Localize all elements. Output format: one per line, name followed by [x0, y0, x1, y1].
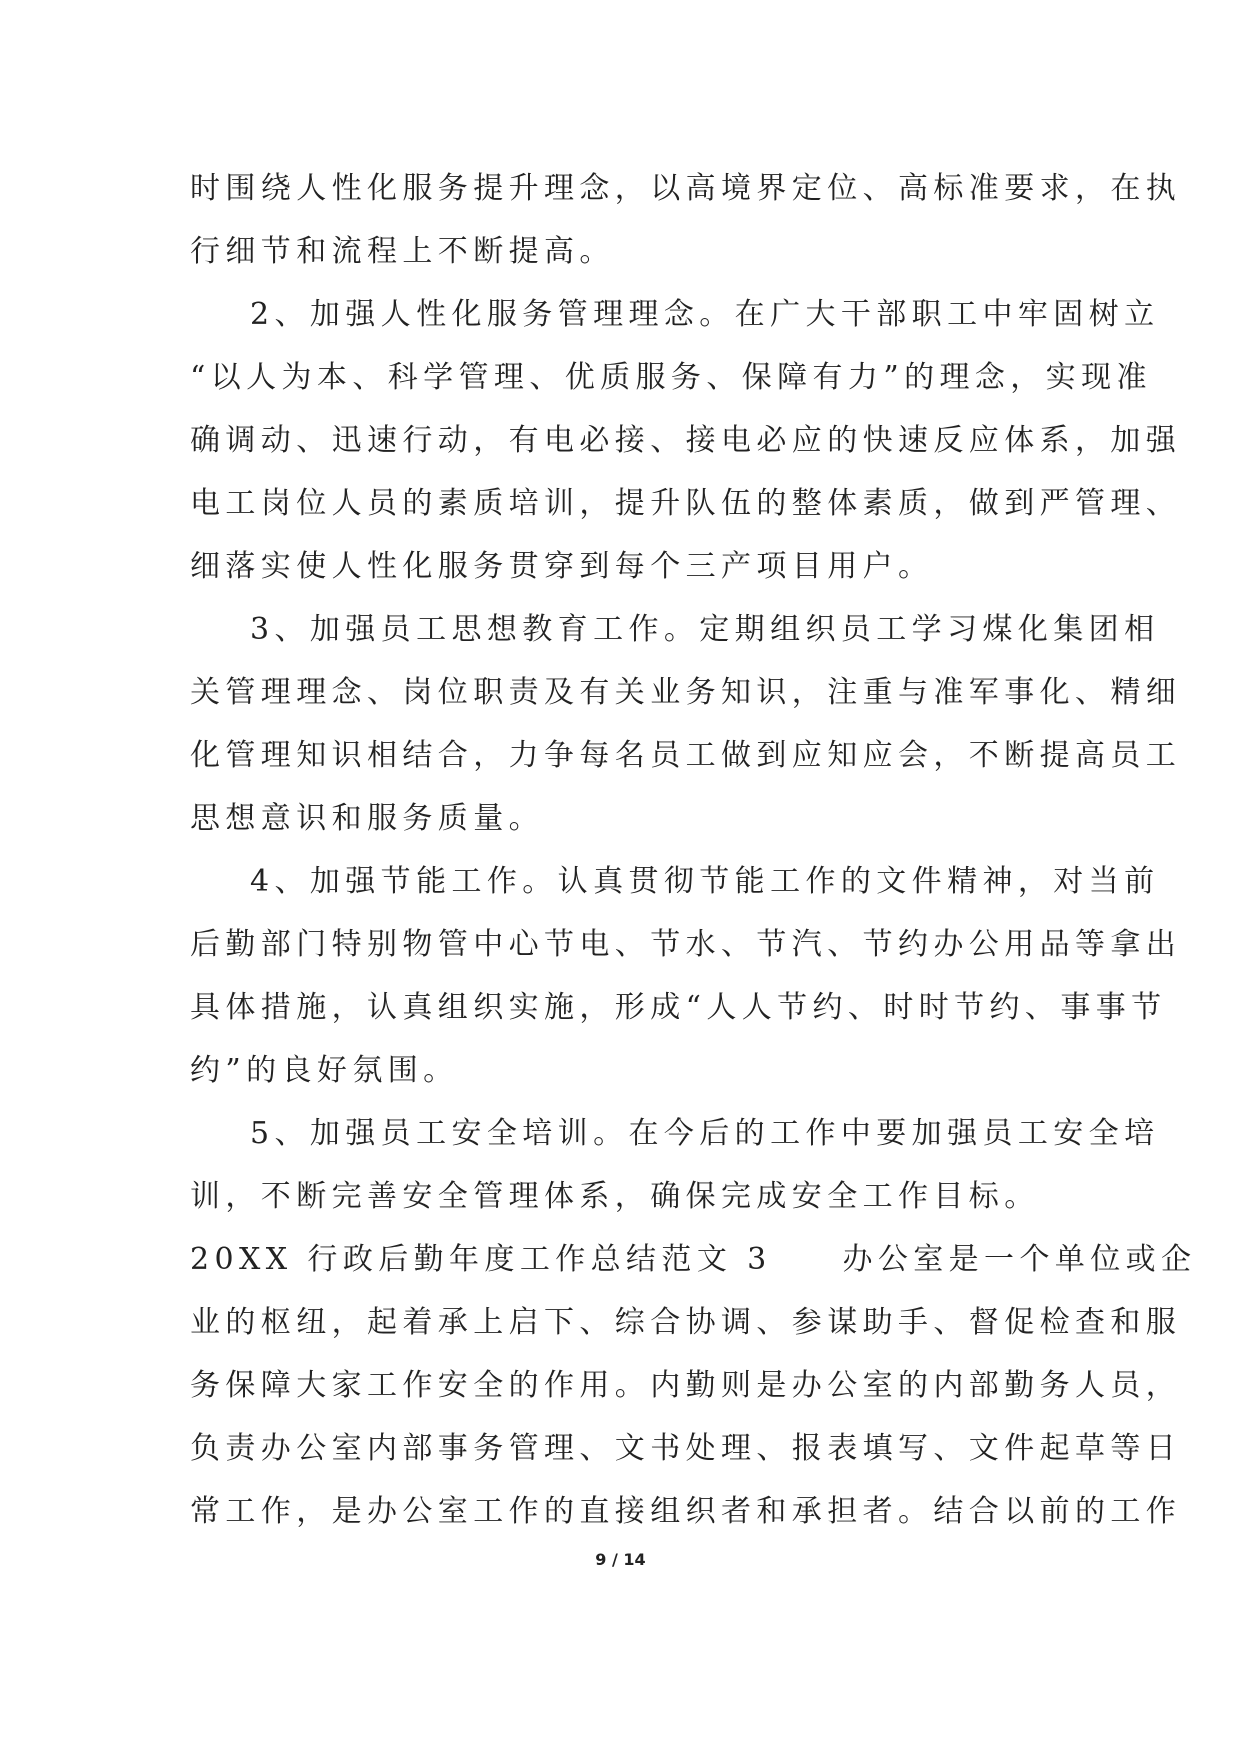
- text-line: 训，不断完善安全管理体系，确保完成安全工作目标。: [190, 1179, 1040, 1214]
- text-line: 具体措施，认真组织实施，形成“人人节约、时时节约、事事节: [190, 990, 1167, 1025]
- text-line: 4、加强节能工作。认真贯彻节能工作的文件精神，对当前: [250, 864, 1160, 899]
- text-line: 确调动、迅速行动，有电必接、接电必应的快速反应体系，加强: [190, 423, 1182, 458]
- text-line: 后勤部门特别物管中心节电、节水、节汽、节约办公用品等拿出: [190, 927, 1182, 962]
- text-line: 约”的良好氛围。: [190, 1053, 459, 1088]
- text-line: 细落实使人性化服务贯穿到每个三产项目用户。: [190, 549, 934, 584]
- text-line: 关管理理念、岗位职责及有关业务知识，注重与准军事化、精细: [190, 675, 1182, 710]
- text-line: “以人为本、科学管理、优质服务、保障有力”的理念，实现准: [190, 360, 1152, 395]
- text-line: 化管理知识相结合，力争每名员工做到应知应会，不断提高员工: [190, 738, 1182, 773]
- text-line: 务保障大家工作安全的作用。内勤则是办公室的内部勤务人员，: [190, 1368, 1182, 1403]
- text-line: 电工岗位人员的素质培训，提升队伍的整体素质，做到严管理、: [190, 486, 1182, 521]
- text-line: 20XX 行政后勤年度工作总结范文 3 办公室是一个单位或企: [190, 1242, 1197, 1277]
- text-line: 2、加强人性化服务管理理念。在广大干部职工中牢固树立: [250, 297, 1160, 332]
- text-line: 3、加强员工思想教育工作。定期组织员工学习煤化集团相: [250, 612, 1160, 647]
- text-line: 思想意识和服务质量。: [190, 801, 544, 836]
- body-text: [190, 157, 1197, 1543]
- text-line: 负责办公室内部事务管理、文书处理、报表填写、文件起草等日: [190, 1431, 1182, 1466]
- text-line: 常工作，是办公室工作的直接组织者和承担者。结合以前的工作: [190, 1494, 1182, 1529]
- text-line: 时围绕人性化服务提升理念，以高境界定位、高标准要求，在执: [190, 171, 1182, 206]
- text-line: 业的枢纽，起着承上启下、综合协调、参谋助手、督促检查和服: [190, 1305, 1182, 1340]
- page-number: 9 / 14: [595, 1550, 646, 1569]
- text-line: 行细节和流程上不断提高。: [190, 234, 615, 269]
- text-line: 5、加强员工安全培训。在今后的工作中要加强员工安全培: [250, 1116, 1160, 1151]
